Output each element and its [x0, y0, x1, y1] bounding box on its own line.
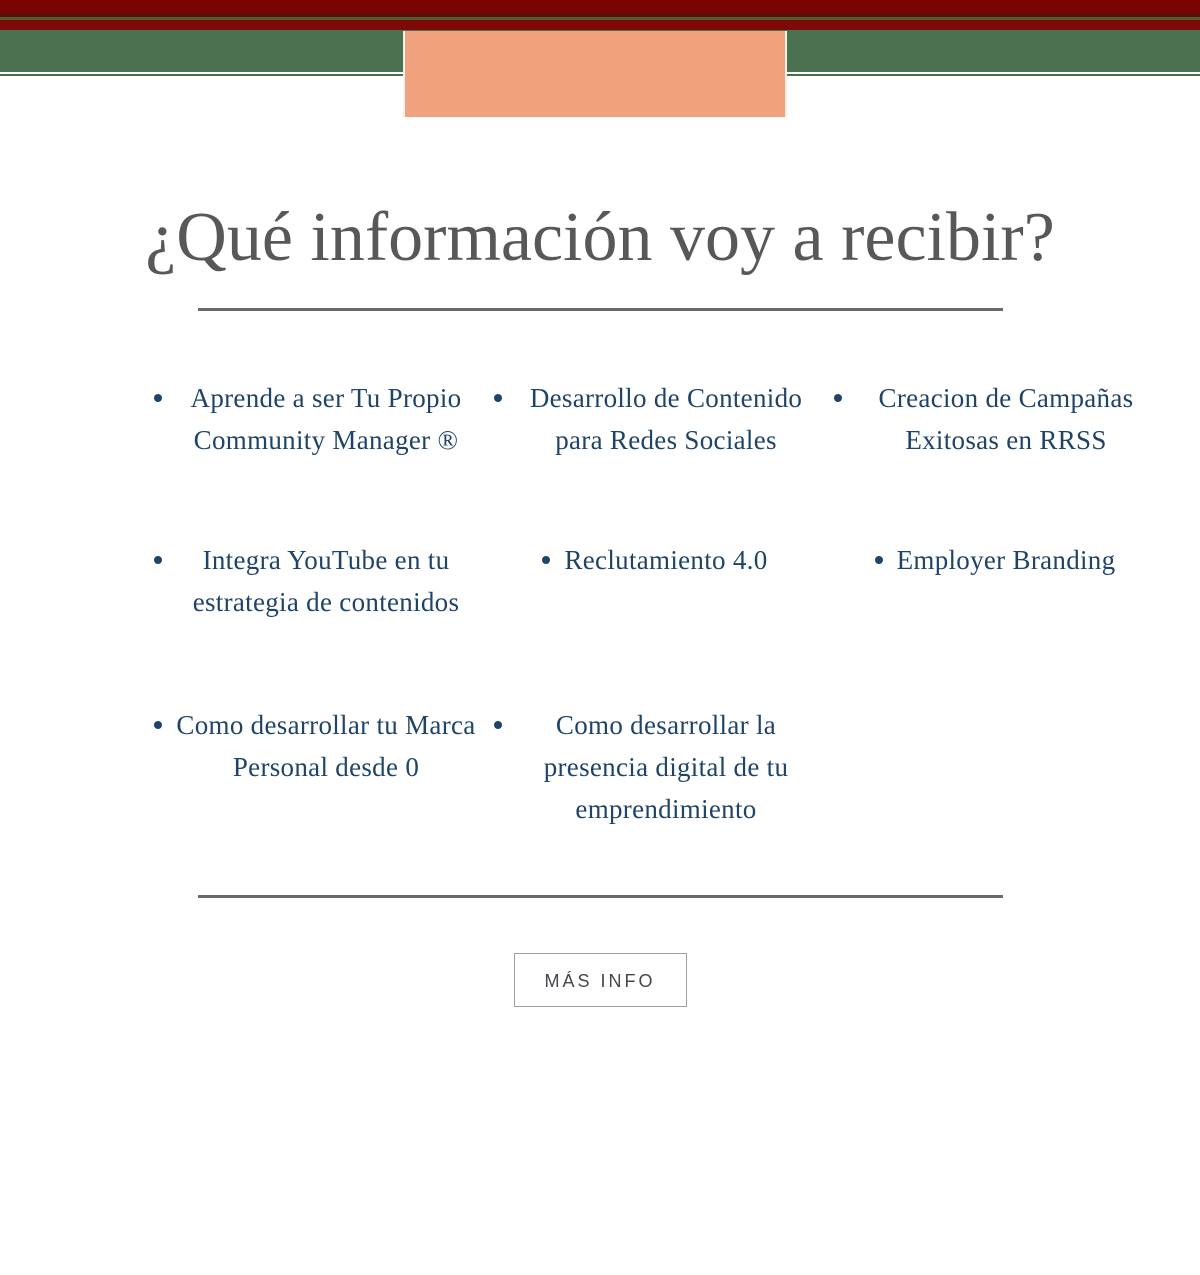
list-item-label: Creacion de Campañas Exitosas en RRSS — [878, 383, 1134, 455]
list-item-label: Como desarrollar la presencia digital de tu emprendimiento — [543, 710, 789, 824]
mas-info-button[interactable]: MÁS INFO — [514, 953, 687, 1007]
list-item-label: Desarrollo de Contenido para Redes Sociales — [529, 383, 803, 455]
bullet-dot-icon — [494, 721, 502, 729]
list-item-label: Reclutamiento 4.0 — [564, 545, 768, 575]
list-item — [825, 377, 1165, 539]
maroon-bar-lower — [0, 20, 1200, 30]
heading-divider — [198, 308, 1003, 311]
list-item — [485, 704, 825, 830]
list-item — [145, 377, 485, 539]
list-item — [825, 539, 1165, 704]
list-item-label: Employer Branding — [896, 545, 1116, 575]
bullet-dot-icon — [494, 394, 502, 402]
list-item-label: Integra YouTube en tu estrategia de contenidos — [192, 545, 460, 617]
bottom-divider — [198, 895, 1003, 898]
maroon-bar-top — [0, 0, 1200, 12]
cta-container — [0, 953, 1200, 1007]
benefits-list — [0, 377, 1200, 830]
list-item-label: Aprende a ser Tu Propio Community Manager ® — [190, 383, 462, 455]
page-title: ¿Qué información voy a recibir? — [145, 199, 1055, 276]
list-item — [485, 377, 825, 539]
bullet-dot-icon — [154, 721, 162, 729]
bullet-dot-icon — [542, 556, 550, 564]
list-item — [485, 539, 825, 704]
list-item — [145, 539, 485, 704]
list-item-label: Como desarrollar tu Marca Personal desde 0 — [176, 710, 476, 782]
top-banner — [0, 0, 1200, 76]
bullet-dot-icon — [154, 556, 162, 564]
salmon-tab-accent — [403, 31, 787, 117]
bullet-dot-icon — [154, 394, 162, 402]
bullet-dot-icon — [875, 556, 883, 564]
bullet-dot-icon — [834, 394, 842, 402]
list-item — [145, 704, 485, 830]
